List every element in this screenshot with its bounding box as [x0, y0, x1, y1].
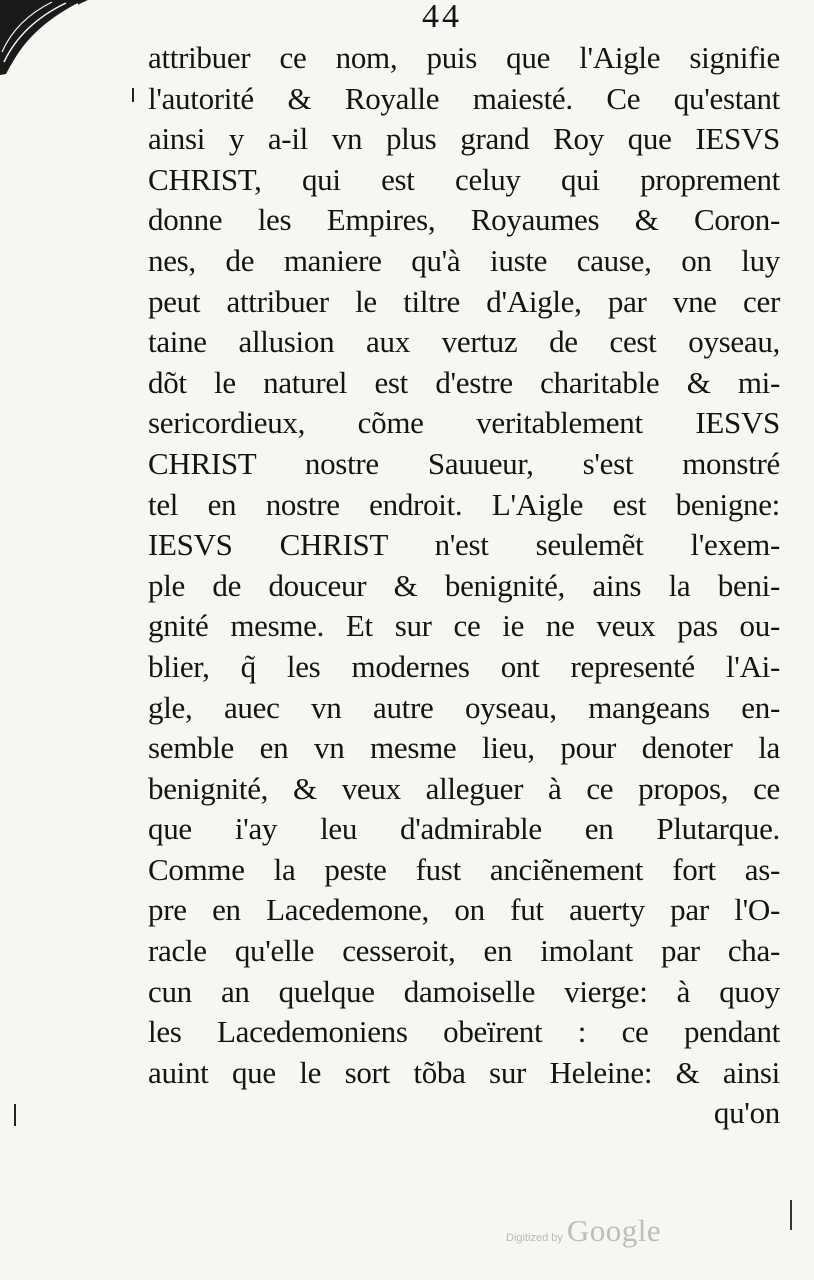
text-line: CHRIST nostre Sauueur, s'est monstré	[148, 445, 780, 481]
text-line: nes, de maniere qu'à iuste cause, on luy	[148, 242, 780, 278]
text-line: les Lacedemoniens obeïrent : ce pendant	[148, 1014, 780, 1050]
body-text	[148, 38, 780, 1134]
text-line: gnité mesme. Et sur ce ie ne veux pas ou-	[148, 608, 780, 644]
margin-mark	[14, 1104, 16, 1126]
text-line: que i'ay leu d'admirable en Plutarque.	[148, 811, 780, 847]
text-line: Comme la peste fust anciẽnement fort as-	[148, 851, 780, 887]
text-line: gle, auec vn autre oyseau, mangeans en-	[148, 689, 780, 725]
text-line: ainsi y a-il vn plus grand Roy que IESVS	[148, 121, 780, 157]
text-line: dõt le naturel est d'estre charitable & mi-	[148, 364, 780, 400]
google-logo: Google	[566, 1213, 662, 1248]
watermark-label: Digitized by	[506, 1232, 563, 1244]
text-line: attribuer ce nom, puis que l'Aigle signifie	[148, 40, 780, 75]
text-line: sericordieux, cõme veritablement IESVS	[148, 405, 780, 441]
text-line: semble en vn mesme lieu, pour denoter la	[148, 730, 780, 766]
text-line: l'autorité & Royalle maiesté. Ce qu'estant	[148, 80, 780, 116]
text-line: IESVS CHRIST n'est seulemẽt l'exem-	[148, 527, 780, 563]
text-line: cun an quelque damoiselle vierge: à quoy	[148, 973, 780, 1009]
text-line: ple de douceur & benignité, ains la beni-	[148, 567, 780, 603]
text-line: pre en Lacedemone, on fut auerty par l'O-	[148, 892, 780, 928]
page-number: 44	[422, 0, 462, 35]
text-line: auint que le sort tõba sur Heleine: & ainsi	[148, 1054, 780, 1090]
text-line: racle qu'elle cesseroit, en imolant par cha-	[148, 933, 780, 969]
digitized-watermark	[506, 1213, 661, 1249]
margin-mark	[132, 88, 134, 102]
text-line: blier, q̃ les modernes ont representé l'Ai-	[148, 648, 780, 684]
catchword: qu'on	[713, 1095, 780, 1131]
text-line: tel en nostre endroit. L'Aigle est benigne:	[148, 486, 780, 522]
page-edge-mark	[790, 1200, 792, 1230]
text-line: taine allusion aux vertuz de cest oyseau,	[148, 324, 780, 360]
text-line: donne les Empires, Royaumes & Coron-	[148, 202, 780, 238]
text-line: CHRIST, qui est celuy qui proprement	[148, 161, 780, 197]
text-line: peut attribuer le tiltre d'Aigle, par vne cer	[148, 283, 780, 319]
page-corner-shadow	[0, 0, 90, 75]
text-line: benignité, & veux alleguer à ce propos, ce	[148, 770, 780, 806]
